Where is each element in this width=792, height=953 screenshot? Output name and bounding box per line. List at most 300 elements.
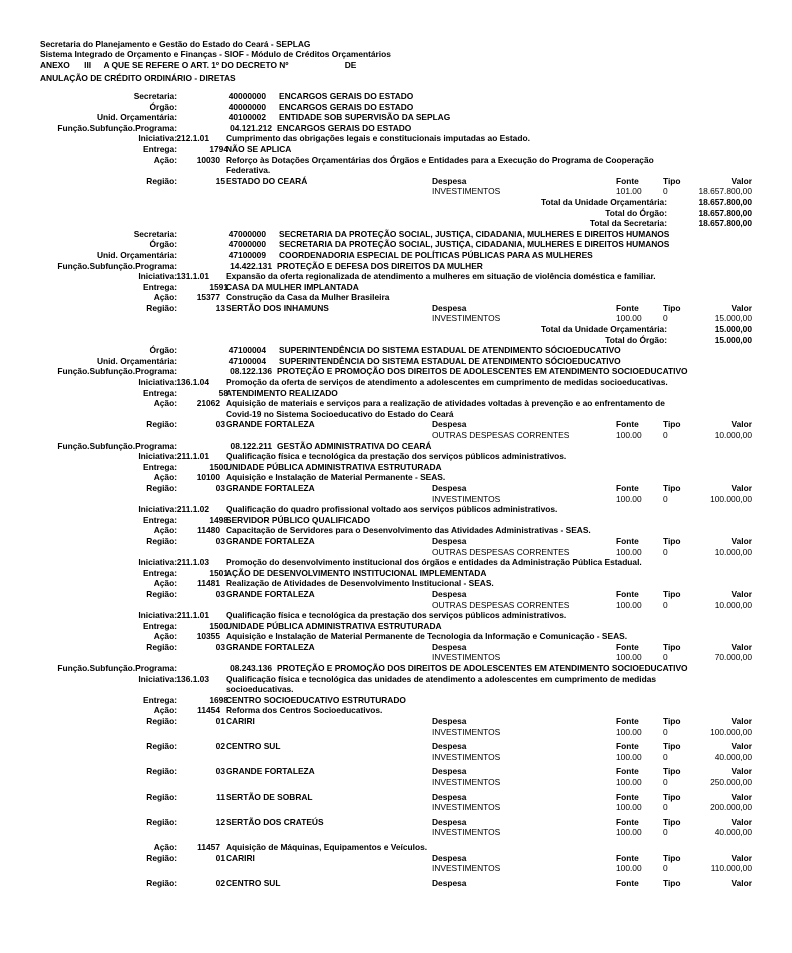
- orgao-code: 47000000: [228, 239, 266, 250]
- iniciativa-description: Promoção da oferta de serviços de atendimento a adolescentes em cumprimento de medidas socioeducativas.: [226, 377, 668, 388]
- iniciativa-label: Iniciativa:: [138, 377, 177, 388]
- iniciativa-label: Iniciativa:: [138, 504, 177, 515]
- fonte-header: Fonte: [616, 419, 639, 430]
- iniciativa-row: [0, 674, 792, 685]
- fonte-header: Fonte: [616, 482, 639, 493]
- tipo-header: Tipo: [663, 302, 681, 313]
- orgao-row: [0, 102, 792, 113]
- funcao-description: GESTÃO ADMINISTRATIVA DO CEARÁ: [277, 440, 432, 451]
- entrega-row: [0, 144, 792, 155]
- regiao-name: CENTRO SUL: [226, 877, 281, 888]
- acao-label: Ação:: [153, 705, 177, 716]
- anexo-label: ANEXO: [40, 60, 70, 70]
- entrega-label: Entrega:: [143, 387, 177, 398]
- regiao-row: [0, 741, 792, 752]
- valor-header: Valor: [731, 302, 752, 313]
- iniciativa-code: 211.1.01: [176, 610, 209, 621]
- despesa-value: INVESTIMENTOS: [432, 652, 501, 663]
- iniciativa-label: Iniciativa:: [138, 271, 177, 282]
- regiao-label: Região:: [146, 588, 177, 599]
- valor-header: Valor: [731, 716, 752, 727]
- regiao-label: Região:: [146, 852, 177, 863]
- regiao-name: GRANDE FORTALEZA: [226, 588, 315, 599]
- regiao-label: Região:: [146, 791, 177, 802]
- budget-rows: [0, 91, 792, 888]
- total_secretaria-value: 18.657.800,00: [698, 218, 752, 229]
- funcao-description: PROTEÇÃO E PROMOÇÃO DOS DIREITOS DE ADOLESCENTES EM ATENDIMENTO SOCIOEDUCATIVO: [277, 663, 688, 674]
- valor-header: Valor: [731, 741, 752, 752]
- acao-description: Aquisição e Instalação de Material Permanente - SEAS.: [226, 472, 446, 483]
- fonte-value: 100.00: [616, 493, 642, 504]
- entrega-description: UNIDADE PÚBLICA ADMINISTRATIVA ESTRUTURADA: [226, 620, 442, 631]
- total_secretaria-label: Total da Secretaria:: [589, 218, 667, 229]
- regiao-code: 01: [215, 852, 225, 863]
- orgao-row: [0, 345, 792, 356]
- iniciativa-row: [0, 377, 792, 388]
- funcao-description: PROTEÇÃO E DEFESA DOS DIREITOS DA MULHER: [277, 260, 483, 271]
- valor-header: Valor: [731, 877, 752, 888]
- regiao-label: Região:: [146, 535, 177, 546]
- entrega-row: [0, 568, 792, 579]
- orgao-description: SUPERINTENDÊNCIA DO SISTEMA ESTADUAL DE ATENDIMENTO SÓCIOEDUCATIVO: [279, 345, 621, 356]
- orgao-label: Órgão:: [149, 101, 177, 112]
- funcao-label: Função.Subfunção.Programa:: [57, 260, 177, 271]
- valor-value: 40.000,00: [714, 827, 752, 838]
- total_orgao-value: 18.657.800,00: [698, 207, 752, 218]
- fonte-header: Fonte: [616, 741, 639, 752]
- valor-value: 15.000,00: [714, 313, 752, 324]
- regiao-row: [0, 176, 792, 187]
- tipo-header: Tipo: [663, 588, 681, 599]
- acao-code: 15377: [196, 292, 220, 303]
- fonte-header: Fonte: [616, 766, 639, 777]
- valor-header: Valor: [731, 482, 752, 493]
- entrega-row: [0, 388, 792, 399]
- acao-row: [0, 155, 792, 166]
- iniciativa-description: Expansão da oferta regionalizada de atendimento a mulheres em situação de violência doméstica e familiar.: [226, 271, 656, 282]
- secretaria-row: [0, 91, 792, 102]
- header-anexo: [40, 60, 356, 71]
- tipo-value: 0: [663, 313, 668, 324]
- despesa-value: OUTRAS DESPESAS CORRENTES: [432, 546, 570, 557]
- iniciativa-label: Iniciativa:: [138, 451, 177, 462]
- iniciativa-row: [0, 610, 792, 621]
- tipo-header: Tipo: [663, 641, 681, 652]
- iniciativa-label: Iniciativa:: [138, 557, 177, 568]
- entrega-description: UNIDADE PÚBLICA ADMINISTRATIVA ESTRUTURADA: [226, 461, 442, 472]
- valor-value: 250.000,00: [710, 777, 752, 787]
- entrega-row: [0, 462, 792, 473]
- acao-code: 11481: [197, 578, 220, 589]
- despesa-header: Despesa: [432, 302, 467, 313]
- acao-label: Ação:: [153, 472, 177, 483]
- regiao-code: 11: [216, 791, 225, 802]
- regiao-row: [0, 419, 792, 430]
- orgao-code: 40000000: [228, 101, 266, 112]
- iniciativa-row: [0, 451, 792, 462]
- expense-row: [0, 752, 792, 763]
- secretaria-code: 47000000: [228, 228, 266, 239]
- tipo-header: Tipo: [663, 852, 681, 863]
- despesa-value: INVESTIMENTOS: [432, 726, 501, 737]
- unidade-label: Unid. Orçamentária:: [96, 355, 177, 366]
- acao-description: Aquisição de materiais e serviços para a realização de atividades voltadas à prevenção e ao enfrentamento de: [226, 398, 665, 409]
- continuation-text: Covid-19 no Sistema Socioeducativo do Estado do Ceará: [226, 408, 454, 419]
- entrega-label: Entrega:: [143, 514, 177, 525]
- regiao-label: Região:: [146, 641, 177, 652]
- regiao-code: 03: [215, 419, 225, 430]
- entrega-label: Entrega:: [143, 567, 177, 578]
- valor-value: 10.000,00: [714, 599, 752, 610]
- entrega-code: 1698: [209, 694, 228, 705]
- total_orgao-label: Total do Órgão:: [605, 334, 667, 345]
- regiao-name: CARIRI: [226, 852, 255, 863]
- anexo-de: DE: [344, 60, 357, 70]
- regiao-row: [0, 589, 792, 600]
- regiao-name: SERTÃO DE SOBRAL: [226, 791, 313, 802]
- regiao-row: [0, 536, 792, 547]
- acao-description: Reforma dos Centros Socioeducativos.: [226, 705, 383, 716]
- despesa-header: Despesa: [432, 877, 467, 888]
- regiao-row: [0, 853, 792, 864]
- regiao-code: 01: [215, 716, 225, 727]
- header-system: Sistema Integrado de Orçamento e Finanças - SIOF - Módulo de Créditos Orçamentários: [40, 49, 391, 59]
- acao-row: [0, 631, 792, 642]
- unidade-description: ENTIDADE SOB SUPERVISÃO DA SEPLAG: [279, 112, 451, 123]
- tipo-value: 0: [663, 430, 668, 440]
- fonte-value: 100.00: [616, 313, 642, 324]
- acao-label: Ação:: [153, 154, 177, 165]
- valor-header: Valor: [731, 852, 752, 863]
- tipo-header: Tipo: [663, 482, 681, 493]
- entrega-description: CENTRO SOCIOEDUCATIVO ESTRUTURADO: [226, 694, 406, 705]
- expense-row: [0, 186, 792, 197]
- iniciativa-row: [0, 271, 792, 282]
- fonte-value: 100.00: [616, 430, 642, 440]
- iniciativa-description: Cumprimento das obrigações legais e constitucionais imputadas ao Estado.: [226, 133, 530, 144]
- entrega-label: Entrega:: [143, 620, 177, 631]
- secretaria-label: Secretaria:: [133, 228, 177, 239]
- regiao-code: 13: [215, 302, 225, 313]
- total_orgao-row: [0, 335, 792, 346]
- iniciativa-description: Qualificação do quadro profissional voltado aos serviços públicos administrativos.: [226, 504, 558, 515]
- fonte-value: 100.00: [616, 726, 642, 737]
- acao-row: [0, 292, 792, 303]
- despesa-header: Despesa: [432, 741, 467, 752]
- secretaria-description: SECRETARIA DA PROTEÇÃO SOCIAL, JUSTIÇA, CIDADANIA, MULHERES E DIREITOS HUMANOS: [279, 228, 670, 239]
- valor-header: Valor: [731, 419, 752, 430]
- acao-code: 11480: [197, 525, 220, 536]
- regiao-code: 02: [215, 741, 225, 752]
- fonte-header: Fonte: [616, 877, 639, 888]
- iniciativa-description: Qualificação física e tecnológica das unidades de atendimento a adolescentes em cumprimento de medidas: [226, 673, 657, 684]
- acao-code: 11457: [197, 841, 220, 852]
- unidade-row: [0, 112, 792, 123]
- fonte-value: 100.00: [616, 546, 642, 557]
- total_unidade-row: [0, 324, 792, 335]
- regiao-label: Região:: [146, 419, 177, 430]
- tipo-header: Tipo: [663, 175, 681, 186]
- funcao-label: Função.Subfunção.Programa:: [57, 440, 177, 451]
- fonte-value: 100.00: [616, 777, 642, 787]
- tipo-value: 0: [663, 863, 668, 874]
- regiao-code: 03: [215, 588, 225, 599]
- valor-value: 100.000,00: [710, 493, 752, 504]
- entrega-code: 1794: [209, 143, 228, 154]
- fonte-value: 100.00: [616, 652, 642, 663]
- unidade-label: Unid. Orçamentária:: [96, 112, 177, 123]
- valor-value: 70.000,00: [714, 652, 752, 663]
- iniciativa-label: Iniciativa:: [138, 673, 177, 684]
- despesa-header: Despesa: [432, 482, 467, 493]
- iniciativa-code: 136.1.04: [176, 377, 209, 388]
- valor-header: Valor: [731, 816, 752, 827]
- regiao-label: Região:: [146, 877, 177, 888]
- iniciativa-description: Qualificação física e tecnológica da prestação dos serviços públicos administrativos.: [226, 610, 567, 621]
- valor-value: 100.000,00: [710, 726, 752, 737]
- tipo-value: 0: [663, 186, 668, 197]
- valor-value: 40.000,00: [714, 751, 752, 762]
- valor-header: Valor: [731, 641, 752, 652]
- iniciativa-label: Iniciativa:: [138, 610, 177, 621]
- acao-description: Reforço às Dotações Orçamentárias dos Órgãos e Entidades para a Execução do Programa de Cooperação: [226, 154, 654, 165]
- valor-value: 200.000,00: [710, 802, 752, 813]
- acao-row: [0, 842, 792, 853]
- valor-value: 110.000,00: [710, 863, 752, 874]
- unidade-code: 47100004: [228, 355, 266, 366]
- entrega-description: AÇÃO DE DESENVOLVIMENTO INSTITUCIONAL IMPLEMENTADA: [226, 567, 487, 578]
- funcao-label: Função.Subfunção.Programa:: [57, 366, 177, 377]
- fonte-value: 101.00: [616, 186, 642, 197]
- entrega-code: 1498: [209, 514, 228, 525]
- expense-row: [0, 863, 792, 874]
- funcao-code: 08.243.136: [230, 663, 272, 674]
- continuation-text: Federativa.: [226, 165, 271, 176]
- total_unidade-row: [0, 197, 792, 208]
- orgao-label: Órgão:: [149, 345, 177, 356]
- total_unidade-value: 15.000,00: [714, 324, 752, 335]
- fonte-header: Fonte: [616, 641, 639, 652]
- entrega-row: [0, 515, 792, 526]
- regiao-code: 02: [215, 877, 225, 888]
- despesa-header: Despesa: [432, 588, 467, 599]
- entrega-code: 1591: [209, 281, 228, 292]
- regiao-name: SERTÃO DOS CRATEÚS: [226, 816, 324, 827]
- despesa-value: INVESTIMENTOS: [432, 493, 501, 504]
- tipo-value: 0: [663, 493, 668, 504]
- continuation-row: [0, 409, 792, 420]
- regiao-row: [0, 716, 792, 727]
- entrega-description: SERVIDOR PÚBLICO QUALIFICADO: [226, 514, 371, 525]
- total_unidade-label: Total da Unidade Orçamentária:: [541, 324, 667, 335]
- entrega-label: Entrega:: [143, 281, 177, 292]
- unidade-code: 40100002: [228, 112, 266, 123]
- regiao-row: [0, 766, 792, 777]
- tipo-value: 0: [663, 802, 668, 813]
- secretaria-row: [0, 229, 792, 240]
- regiao-row: [0, 642, 792, 653]
- entrega-row: [0, 282, 792, 293]
- tipo-value: 0: [663, 546, 668, 557]
- regiao-label: Região:: [146, 482, 177, 493]
- acao-row: [0, 398, 792, 409]
- funcao-code: 04.121.212: [230, 122, 272, 133]
- valor-header: Valor: [731, 588, 752, 599]
- expense-row: [0, 430, 792, 441]
- entrega-row: [0, 695, 792, 706]
- regiao-code: 12: [215, 816, 225, 827]
- unidade-row: [0, 250, 792, 261]
- valor-header: Valor: [731, 791, 752, 802]
- despesa-value: INVESTIMENTOS: [432, 186, 501, 197]
- funcao-description: ENCARGOS GERAIS DO ESTADO: [277, 122, 412, 133]
- acao-row: [0, 525, 792, 536]
- anexo-text: A QUE SE REFERE O ART. 1º DO DECRETO Nº: [103, 60, 289, 70]
- entrega-code: 58: [218, 387, 228, 398]
- regiao-name: GRANDE FORTALEZA: [226, 535, 315, 546]
- tipo-value: 0: [663, 652, 668, 663]
- iniciativa-code: 131.1.01: [176, 271, 209, 282]
- fonte-header: Fonte: [616, 791, 639, 802]
- regiao-label: Região:: [146, 766, 177, 777]
- regiao-code: 03: [215, 482, 225, 493]
- funcao-label: Função.Subfunção.Programa:: [57, 122, 177, 133]
- regiao-name: GRANDE FORTALEZA: [226, 641, 315, 652]
- regiao-code: 03: [215, 535, 225, 546]
- tipo-value: 0: [663, 827, 668, 838]
- tipo-value: 0: [663, 777, 668, 787]
- unidade-label: Unid. Orçamentária:: [96, 249, 177, 260]
- orgao-code: 47100004: [228, 345, 266, 356]
- acao-description: Construção da Casa da Mulher Brasileira: [226, 292, 390, 303]
- secretaria-label: Secretaria:: [133, 91, 177, 101]
- total_secretaria-row: [0, 218, 792, 229]
- regiao-label: Região:: [146, 302, 177, 313]
- despesa-header: Despesa: [432, 535, 467, 546]
- tipo-header: Tipo: [663, 741, 681, 752]
- regiao-name: GRANDE FORTALEZA: [226, 419, 315, 430]
- regiao-row: [0, 878, 792, 889]
- regiao-name: SERTÃO DOS INHAMUNS: [226, 302, 329, 313]
- funcao-code: 08.122.211: [230, 440, 272, 451]
- regiao-label: Região:: [146, 741, 177, 752]
- regiao-name: GRANDE FORTALEZA: [226, 766, 315, 777]
- valor-header: Valor: [731, 535, 752, 546]
- funcao-row: [0, 441, 792, 452]
- iniciativa-row: [0, 504, 792, 515]
- entrega-code: 1500: [209, 620, 228, 631]
- fonte-header: Fonte: [616, 302, 639, 313]
- fonte-value: 100.00: [616, 802, 642, 813]
- orgao-description: SECRETARIA DA PROTEÇÃO SOCIAL, JUSTIÇA, CIDADANIA, MULHERES E DIREITOS HUMANOS: [279, 239, 670, 250]
- funcao-row: [0, 366, 792, 377]
- continuation-text: socioeducativas.: [226, 684, 294, 695]
- expense-row: [0, 600, 792, 611]
- regiao-name: CENTRO SUL: [226, 741, 281, 752]
- iniciativa-description: Promoção do desenvolvimento institucional dos órgãos e entidades da Administração Pública Estadual.: [226, 557, 642, 568]
- document-title: ANULAÇÃO DE CRÉDITO ORDINÁRIO - DIRETAS: [40, 73, 236, 83]
- funcao-code: 14.422.131: [230, 260, 272, 271]
- iniciativa-code: 212.1.01: [176, 133, 209, 144]
- iniciativa-code: 211.1.01: [176, 451, 209, 462]
- iniciativa-row: [0, 557, 792, 568]
- tipo-header: Tipo: [663, 877, 681, 888]
- regiao-row: [0, 483, 792, 494]
- despesa-header: Despesa: [432, 852, 467, 863]
- acao-row: [0, 705, 792, 716]
- funcao-description: PROTEÇÃO E PROMOÇÃO DOS DIREITOS DE ADOLESCENTES EM ATENDIMENTO SOCIOEDUCATIVO: [277, 366, 688, 377]
- funcao-row: [0, 663, 792, 674]
- orgao-row: [0, 239, 792, 250]
- anexo-number: III: [84, 60, 92, 70]
- fonte-header: Fonte: [616, 175, 639, 186]
- regiao-label: Região:: [146, 175, 177, 186]
- tipo-header: Tipo: [663, 419, 681, 430]
- funcao-label: Função.Subfunção.Programa:: [57, 663, 177, 674]
- continuation-row: [0, 165, 792, 176]
- expense-row: [0, 313, 792, 324]
- despesa-header: Despesa: [432, 419, 467, 430]
- regiao-row: [0, 792, 792, 803]
- acao-code: 10100: [196, 472, 220, 483]
- fonte-value: 100.00: [616, 751, 642, 762]
- expense-row: [0, 652, 792, 663]
- entrega-label: Entrega:: [143, 461, 177, 472]
- fonte-header: Fonte: [616, 588, 639, 599]
- unidade-code: 47100009: [228, 249, 266, 260]
- fonte-value: 100.00: [616, 599, 642, 610]
- acao-label: Ação:: [153, 525, 177, 536]
- acao-label: Ação:: [153, 841, 177, 852]
- regiao-code: 15: [215, 175, 225, 186]
- entrega-label: Entrega:: [143, 143, 177, 154]
- acao-description: Aquisição de Máquinas, Equipamentos e Veículos.: [226, 841, 428, 852]
- expense-row: [0, 827, 792, 838]
- regiao-name: CARIRI: [226, 716, 255, 727]
- despesa-value: INVESTIMENTOS: [432, 827, 501, 838]
- valor-value: 10.000,00: [714, 430, 752, 440]
- expense-row: [0, 802, 792, 813]
- tipo-header: Tipo: [663, 816, 681, 827]
- iniciativa-label: Iniciativa:: [138, 133, 177, 144]
- secretaria-description: ENCARGOS GERAIS DO ESTADO: [279, 91, 414, 101]
- unidade-description: COORDENADORIA ESPECIAL DE POLÍTICAS PÚBLICAS PARA AS MULHERES: [279, 249, 593, 260]
- total_unidade-label: Total da Unidade Orçamentária:: [541, 196, 667, 207]
- entrega-code: 1500: [209, 461, 228, 472]
- total_orgao-label: Total do Órgão:: [605, 207, 667, 218]
- acao-description: Capacitação de Servidores para o Desenvolvimento das Atividades Administrativas - SEAS.: [226, 525, 591, 536]
- iniciativa-code: 211.1.02: [176, 504, 209, 515]
- entrega-row: [0, 621, 792, 632]
- despesa-header: Despesa: [432, 175, 467, 186]
- iniciativa-code: 211.1.03: [176, 557, 209, 568]
- expense-row: [0, 777, 792, 788]
- acao-code: 10355: [196, 631, 220, 642]
- regiao-name: GRANDE FORTALEZA: [226, 482, 315, 493]
- despesa-value: INVESTIMENTOS: [432, 863, 501, 874]
- orgao-description: ENCARGOS GERAIS DO ESTADO: [279, 101, 414, 112]
- header-org: Secretaria do Planejamento e Gestão do Estado do Ceará - SEPLAG: [40, 39, 311, 49]
- despesa-value: OUTRAS DESPESAS CORRENTES: [432, 599, 570, 610]
- tipo-value: 0: [663, 726, 668, 737]
- unidade-row: [0, 356, 792, 367]
- entrega-label: Entrega:: [143, 694, 177, 705]
- fonte-value: 100.00: [616, 827, 642, 838]
- total_unidade-value: 18.657.800,00: [698, 196, 752, 207]
- despesa-value: INVESTIMENTOS: [432, 751, 501, 762]
- despesa-value: INVESTIMENTOS: [432, 313, 501, 324]
- regiao-name: ESTADO DO CEARÁ: [226, 175, 308, 186]
